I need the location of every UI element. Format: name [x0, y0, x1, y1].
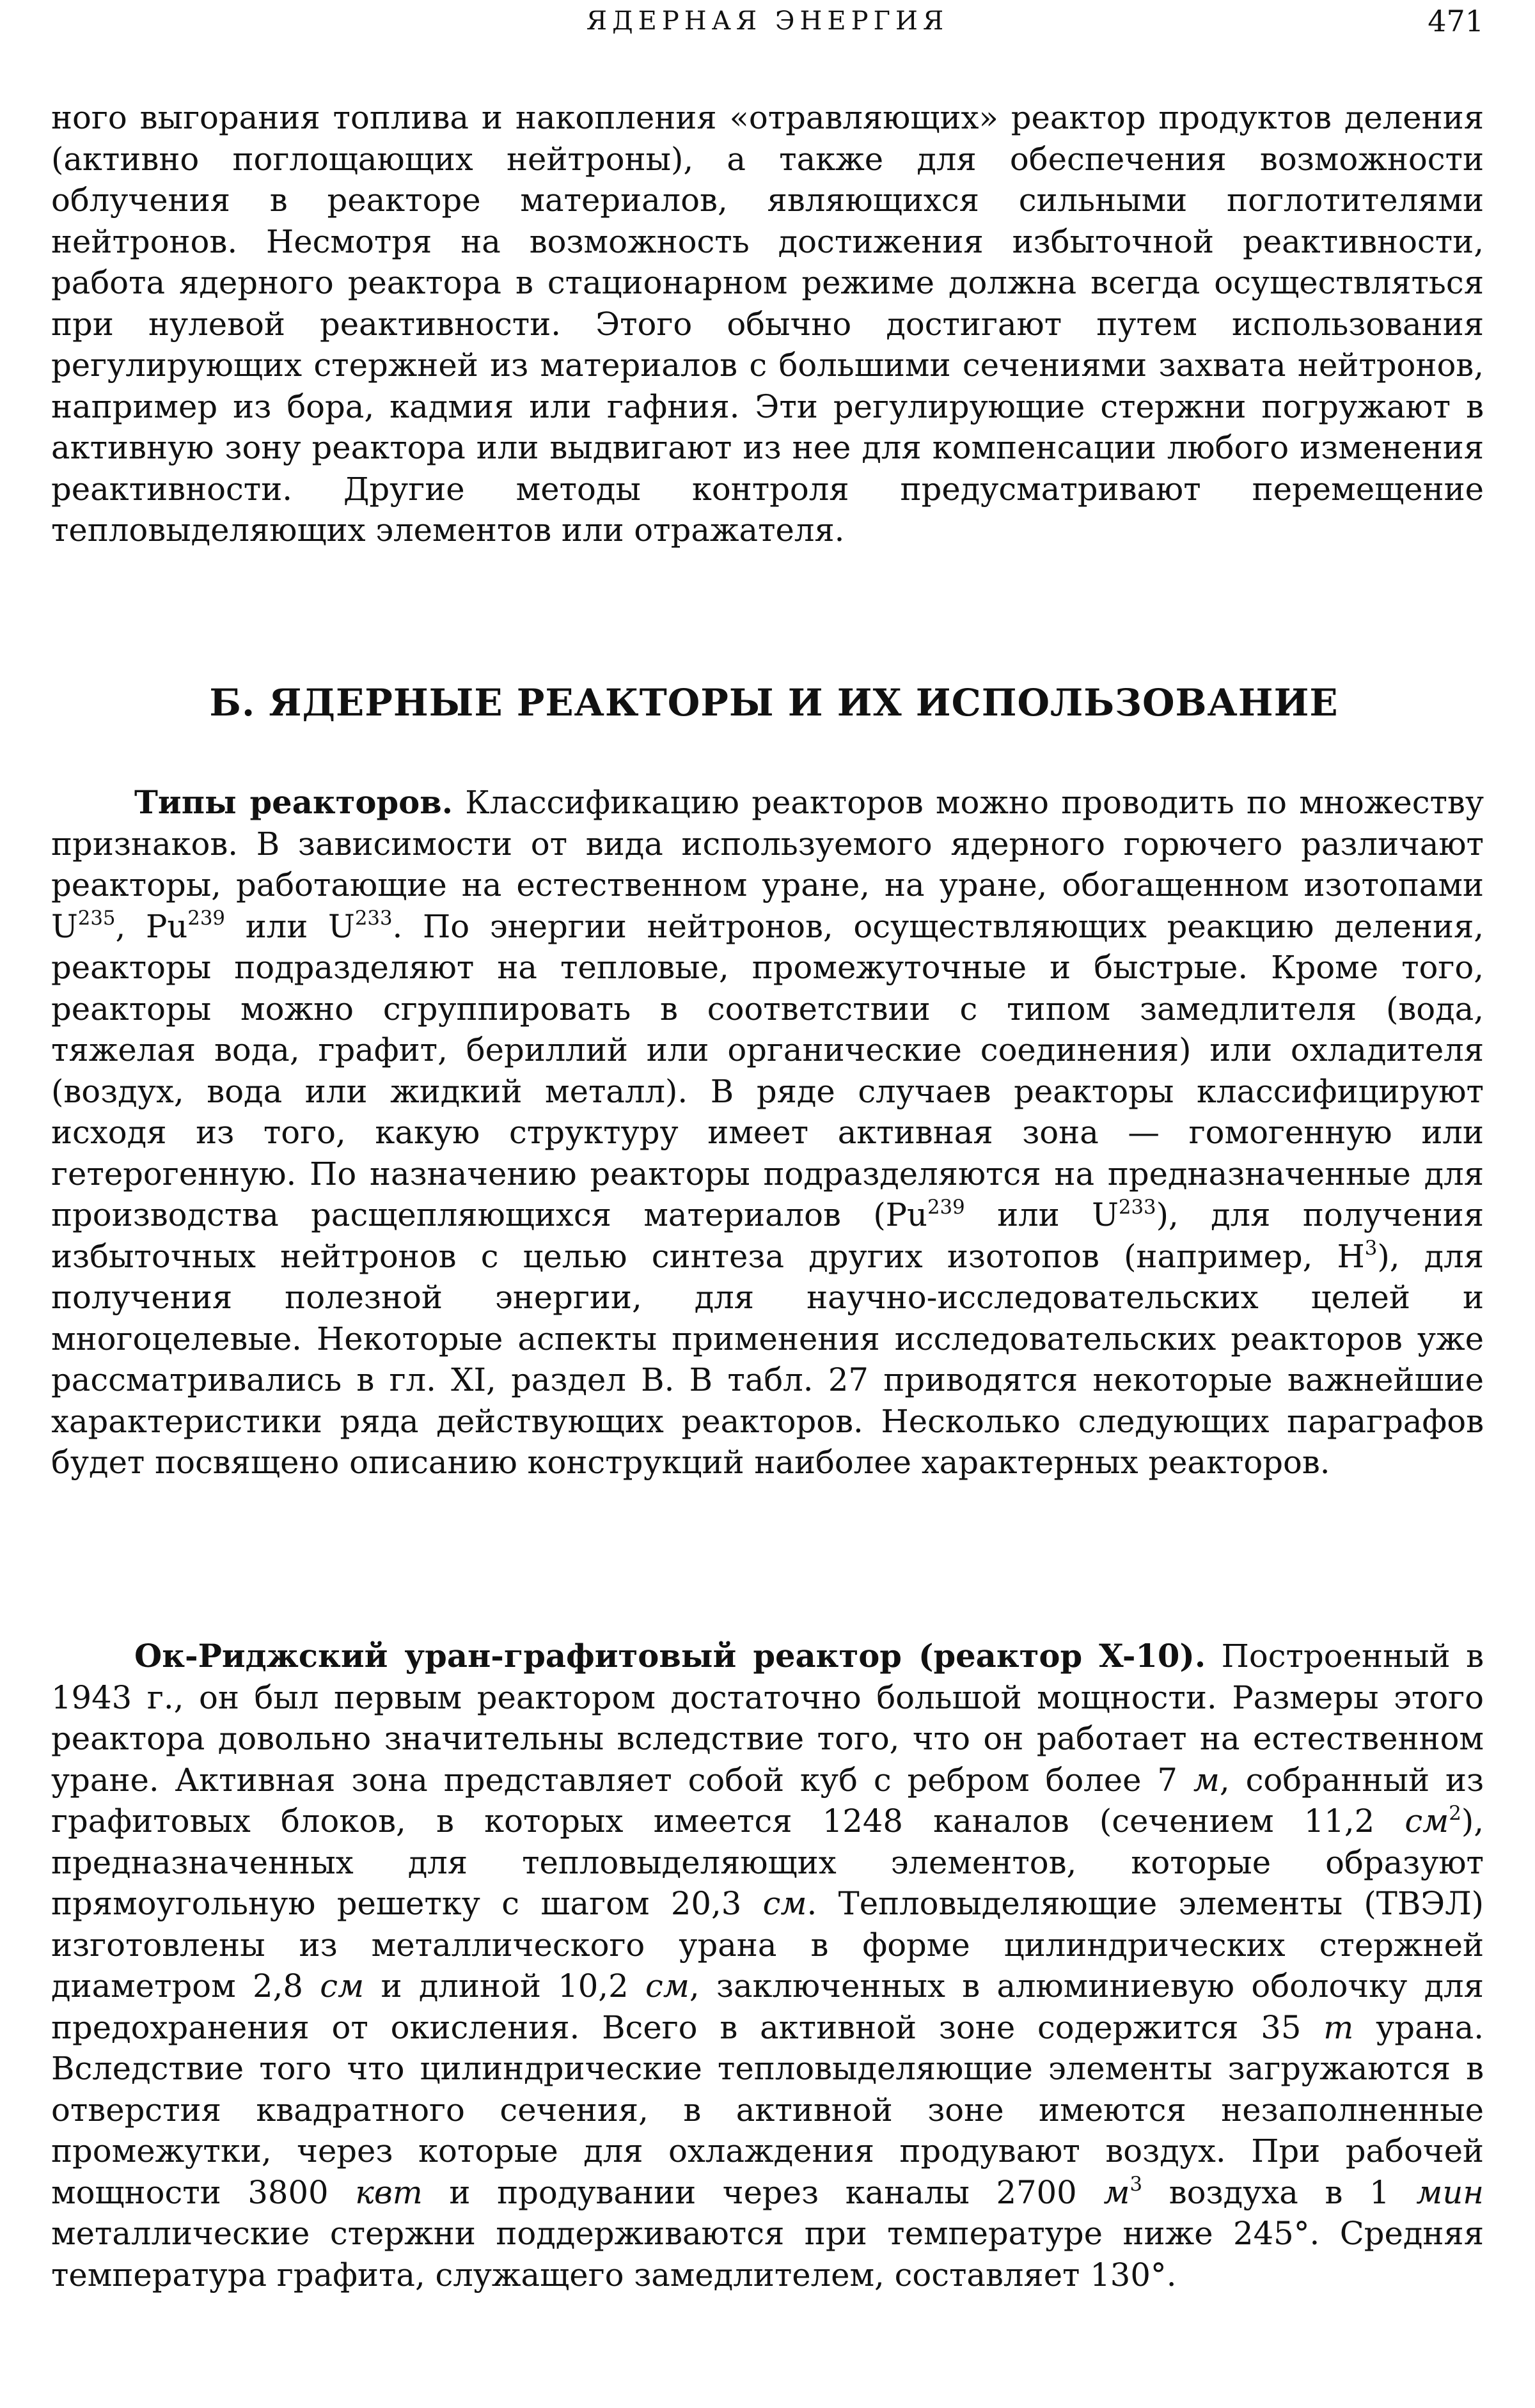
paragraph-text: ного выгорания топлива и накопления «отравляющих» реактор продуктов деления (активно поглощающих нейтроны), а также для обеспечения возможности облучения в реакторе материалов, являющихся сильными поглотителями нейтронов. Несмотря на возможность достижения избыточной реактивности, работа ядерного реактора в стационарном режиме должна всегда осуществляться при нулевой реактивности. Этого обычно достигают путем использования регулирующих стержней из материалов с большими сечениями захвата нейтронов, например из бора, кадмия или гафния. Эти регулирующие стержни погружают в активную зону реактора или выдвигают из нее для компенсации любого изменения реактивности. Другие методы контроля предусматривают перемещение тепловыделяющих элементов или отражателя.: [51, 99, 1484, 549]
text-run: или U: [225, 907, 355, 945]
text-run: или U: [964, 1196, 1119, 1233]
running-title: ЯДЕРНАЯ ЭНЕРГИЯ: [586, 6, 949, 36]
text-run: ), предназначенных для тепловыделяющих элементов, которые образуют прямоугольную решетку с шагом 20,3: [51, 1802, 1484, 1922]
text-run: ), для получения полезной энергии, для научно-исследовательских целей и многоцелевые. Некоторые аспекты применения исследовательских реакторов уже рассматривались в гл. XI, раздел В. В табл. 27 приводятся некоторые важнейшие характеристики ряда действующих реакторов. Несколько следующих параграфов будет посвящено описанию конструкций наиболее характерных реакторов.: [51, 1237, 1484, 1481]
paragraph-reactivity-control: [51, 97, 1484, 551]
text-run: урана. Вследствие того что цилиндрические тепловыделяющие элементы загружаются в отверстия квадратного сечения, в активной зоне имеются незаполненные промежутки, через которые для охлаждения продувают воздух. При рабочей мощности 3800: [51, 2008, 1484, 2211]
text-run: . Тепловыделяющие элементы (ТВЭЛ) изготовлены из металлического урана в форме цилиндрических стержней диаметром 2,8: [51, 1885, 1484, 2005]
paragraph-lead: Типы реакторов.: [134, 783, 453, 821]
superscript: 239: [927, 1195, 965, 1219]
text-run: ), для получения избыточных нейтронов с целью синтеза других изотопов (например, H: [51, 1196, 1484, 1275]
page-number: 471: [1428, 4, 1484, 38]
superscript: 2: [1449, 1801, 1461, 1825]
text-run: . По энергии нейтронов, осуществляющих реакцию деления, реакторы подразделяют на тепловые, промежуточные и быстрые. Кроме того, реакторы можно сгруппировать в соответствии с типом замедлителя (вода, тяжелая вода, графит, бериллий или органические соединения) или охладителя (воздух, вода или жидкий металл). В ряде случаев реакторы классифицируют исходя из того, какую структуру имеет активная зона — гомогенную или гетерогенную. По назначению реакторы подразделяются на предназначенные для производства расщепляющихся материалов (Pu: [51, 907, 1484, 1233]
text-run: и длиной 10,2: [364, 1967, 645, 2005]
unit: т: [1323, 2008, 1354, 2046]
text-run: , Pu: [115, 907, 188, 945]
unit: квт: [355, 2173, 423, 2211]
text-run: воздуха в 1: [1142, 2173, 1417, 2211]
superscript: 235: [77, 907, 116, 930]
paragraph-reactor-types: [51, 782, 1484, 1483]
unit: см: [320, 1967, 365, 2005]
superscript: 3: [1130, 2173, 1143, 2196]
superscript: 3: [1364, 1237, 1378, 1260]
text-run: и продувании через каналы 2700: [422, 2173, 1104, 2211]
paragraph-lead: Ок-Риджский уран-графитовый реактор (реактор X-10).: [134, 1637, 1206, 1675]
text-run: , заключенных в алюминиевую оболочку для предохранения от окисления. Всего в активной зоне содержится 35: [51, 1967, 1484, 2046]
text-run: металлические стержни поддерживаются при температуре ниже 245°. Средняя температура графита, служащего замедлителем, составляет 130°.: [51, 2215, 1484, 2294]
unit: м: [1193, 1761, 1220, 1799]
unit: мин: [1416, 2173, 1484, 2211]
text-run: , собранный из графитовых блоков, в которых имеется 1248 каналов (сечением 11,2: [51, 1761, 1484, 1840]
text-run: Классификацию реакторов можно проводить по множеству признаков. В зависимости от вида используемого ядерного горючего различают реакторы, работающие на естественном уране, на уране, обогащенном изотопами U: [51, 784, 1484, 945]
superscript: 233: [1118, 1195, 1156, 1219]
unit: см: [762, 1885, 807, 1922]
superscript: 239: [187, 907, 225, 930]
superscript: 233: [354, 907, 393, 930]
paragraph-oak-ridge-reactor: [51, 1636, 1484, 2295]
section-heading: Б. ЯДЕРНЫЕ РЕАКТОРЫ И ИХ ИСПОЛЬЗОВАНИЕ: [209, 681, 1339, 724]
unit: см: [1405, 1802, 1449, 1840]
unit: см: [645, 1967, 689, 2005]
text-run: Построенный в 1943 г., он был первым реактором достаточно большой мощности. Размеры этого реактора довольно значительны вследствие того, что он работает на естественном уране. Активная зона представляет собой куб с ребром более 7: [51, 1638, 1484, 1799]
page-header: [51, 4, 1484, 42]
unit: м: [1103, 2173, 1130, 2211]
